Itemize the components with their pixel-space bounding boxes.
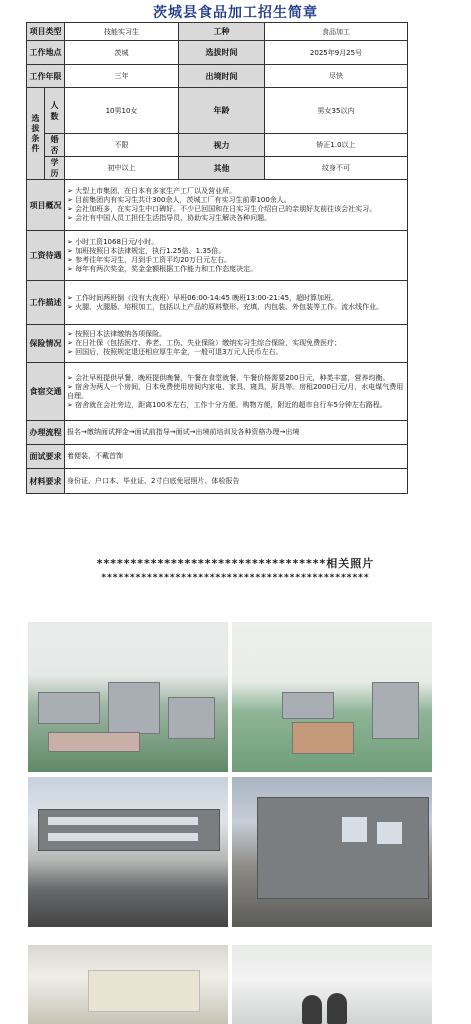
term-label: 工作年限 [27, 65, 65, 88]
page-title: 茨城县食品加工招生简章 [153, 5, 318, 21]
row-insurance [27, 325, 408, 363]
headcount-label: 人数 [45, 88, 65, 134]
insurance-list [65, 325, 408, 363]
selection-time-value: 2025年9月25号 [265, 41, 408, 65]
project-type-value: 技能实习生 [65, 23, 179, 41]
treatment-label: 工资待遇 [27, 231, 65, 281]
materials-value: 身份证、户口本、毕业证、2寸白底免冠照片、体检报告 [65, 469, 408, 494]
overview-label: 项目概况 [27, 180, 65, 231]
education-label: 学历 [45, 157, 65, 180]
work-item: ➢ 火腿、火腿肠、培根加工，包括以上产品的原料整形、充填、内包装、外包装等工作。流水线作业。 [67, 302, 384, 311]
treatment-list [65, 231, 408, 281]
age-value: 男女35以内 [265, 88, 408, 134]
other-value: 纹身不可 [265, 157, 408, 180]
row-lodging [27, 363, 408, 421]
other-label: 其他 [179, 157, 265, 180]
interview-value: 着便装、不戴首饰 [65, 445, 408, 469]
row-marriage [27, 134, 408, 157]
departure-label: 出境时间 [179, 65, 265, 88]
lodging-label: 食宿交通 [27, 363, 65, 421]
process-value: 报名→缴纳面试押金→面试前指导→面试→出境前培训及各种资格办理→出境 [65, 421, 408, 445]
location-label: 工作地点 [27, 41, 65, 65]
treatment-item: ➢ 小时工资1068日元/小时。 [67, 237, 159, 246]
overview-item: ➢ 大型上市集团，在日本有多家生产工厂以及营业所。 [67, 187, 237, 195]
selection-conditions-label: 选拔条件 [27, 88, 45, 180]
treatment-item: ➢ 加班按照日本法律规定，执行1.25倍、1.35倍。 [67, 246, 226, 255]
recruitment-table [26, 22, 408, 494]
factory-floor-photo-1 [28, 622, 228, 772]
row-education [27, 157, 408, 180]
row-overview [27, 180, 408, 231]
row-interview [27, 445, 408, 469]
work-list [65, 281, 408, 325]
row-project-type [27, 23, 408, 41]
marriage-value: 不限 [65, 134, 179, 157]
row-materials [27, 469, 408, 494]
vision-label: 视力 [179, 134, 265, 157]
overview-item: ➢ 目前集团内有实习生共计300余人，茨城工厂有实习生前辈100余人。 [67, 196, 291, 204]
cafeteria-room-photo [232, 945, 432, 1024]
materials-label: 材料要求 [27, 469, 65, 494]
insurance-item: ➢ 回国后，按照规定退还相应厚生年金，一般可退3万元人民币左右。 [67, 348, 283, 356]
education-value: 初中以上 [65, 157, 179, 180]
vision-value: 矫正1.0以上 [265, 134, 408, 157]
location-value: 茨城 [65, 41, 179, 65]
lodging-item: ➢ 宿舍为两人一个房间，日本免费使用房间内家电、家具、寝具、厨具等。房租2000日元/月，水电煤气费用自理。 [67, 382, 404, 400]
departure-value: 尽快 [265, 65, 408, 88]
work-label: 工作描述 [27, 281, 65, 325]
insurance-label: 保险情况 [27, 325, 65, 363]
overview-list [65, 180, 408, 231]
row-headcount [27, 88, 408, 134]
insurance-item: ➢ 在日社保（包括医疗、养老、工伤、失业保险）缴纳实习生综合保险，实现免费医疗； [67, 339, 342, 347]
job-type-label: 工种 [179, 23, 265, 41]
job-type-value: 食品加工 [265, 23, 408, 41]
lodging-item: ➢ 会社早班提供早餐，晚班提供晚餐，午餐在食堂就餐，午餐价格需要200日元，种类丰富，营养均衡。 [67, 373, 390, 382]
row-location [27, 41, 408, 65]
treatment-item: ➢ 每年有两次奖金，奖金金额根据工作能力和工作态度决定。 [67, 264, 258, 273]
row-work [27, 281, 408, 325]
cafeteria-food-photo [28, 945, 228, 1024]
project-type-label: 项目类型 [27, 23, 65, 41]
overview-item: ➢ 会社有中国人员工担任生活指导员，协助实习生解决各种问题。 [67, 214, 272, 222]
overview-item: ➢ 会社加班多，在实习生中口碑好。不少已回国和在日实习生介绍自己的亲朋好友前往该会社实习。 [67, 205, 377, 213]
term-value: 三年 [65, 65, 179, 88]
interview-label: 面试要求 [27, 445, 65, 469]
factory-floor-photo-2 [232, 622, 432, 772]
row-treatment [27, 231, 408, 281]
insurance-item: ➢ 按照日本法律缴纳各项保险。 [67, 330, 167, 338]
work-item: ➢ 工作时间两班倒（没有大夜班）早班06:00-14:45 晚班13:00-21:45，超时算加班。 [67, 293, 339, 302]
photos-heading: **********************************相关照片 [96, 557, 375, 570]
dormitory-exterior-photo-1 [28, 777, 228, 927]
row-term [27, 65, 408, 88]
lodging-item: ➢ 宿舍就在会社旁边，距离100米左右，工作十分方便。购物方便，附近的超市自行车5分钟左右路程。 [67, 400, 387, 409]
age-label: 年龄 [179, 88, 265, 134]
treatment-item: ➢ 参考往年实习生，月到手工资平均20万日元左右。 [67, 255, 231, 264]
lodging-list [65, 363, 408, 421]
headcount-value: 10男10女 [65, 88, 179, 134]
row-process [27, 421, 408, 445]
selection-time-label: 选拔时间 [179, 41, 265, 65]
marriage-label: 婚否 [45, 134, 65, 157]
photos-subheading: *********************************************** [101, 573, 370, 583]
process-label: 办理流程 [27, 421, 65, 445]
dormitory-exterior-photo-2 [232, 777, 432, 927]
